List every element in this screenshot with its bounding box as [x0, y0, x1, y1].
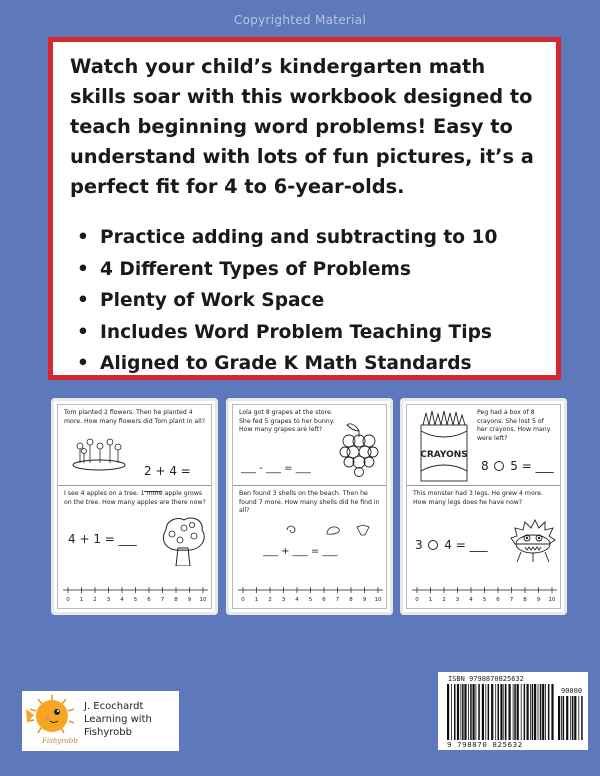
apple-tree-illustration [156, 514, 210, 566]
barcode-bar [524, 684, 526, 740]
feature-item: • 4 Different Types of Problems [70, 254, 540, 286]
feature-item: • Plenty of Work Space [70, 285, 540, 317]
barcode-bar [478, 684, 480, 740]
barcode-bar [574, 696, 576, 740]
barcode-main-bars [447, 684, 555, 740]
number-line-label: 2 [93, 597, 97, 603]
number-line-label: 3 [455, 597, 460, 603]
barcode-bar [578, 696, 579, 740]
number-line [407, 578, 562, 608]
barcode-bar [482, 684, 484, 740]
number-line-label: 0 [415, 597, 419, 603]
equation-right: 4 = ___ [444, 538, 488, 552]
number-line-label: 7 [160, 597, 165, 603]
barcode-bar [500, 684, 502, 740]
problem-text: Lola got 8 grapes at the store. She fed 5 grapes to her bunny. How many grapes are left? [239, 409, 335, 434]
barcode-bar [534, 684, 536, 740]
problem-text: I see 4 apples on a tree. 1 more apple grows on the tree. How many apples are there now? [64, 490, 206, 506]
number-line-label: 0 [241, 597, 245, 603]
barcode-bar [488, 684, 490, 740]
barcode-bar [538, 684, 539, 740]
barcode-bar [540, 684, 542, 740]
problem-text: Peg had a box of 8 crayons. She lost 5 of her crayons. How many were left? [477, 409, 551, 442]
equation: ___ - ___ = ___ [241, 463, 311, 474]
number-line-label: 1 [79, 597, 84, 603]
number-line-label: 7 [509, 597, 514, 603]
barcode-bar [514, 684, 516, 740]
number-line-label: 9 [187, 597, 192, 603]
number-line [58, 578, 213, 608]
number-line-label: 6 [496, 597, 500, 603]
problem-panel [58, 486, 211, 574]
number-line-label: 8 [174, 597, 178, 603]
problem-panel [233, 405, 386, 486]
barcode-bar [558, 696, 560, 740]
barcode-bar [470, 684, 472, 740]
barcode-bar [505, 684, 507, 740]
equation-left: 8 [481, 459, 489, 473]
isbn-label: ISBN 9798870825632 [448, 675, 524, 683]
barcode-digits: 9 798870 825632 [447, 740, 523, 749]
number-line-label: 10 [199, 597, 207, 603]
barcode-bar [532, 684, 534, 740]
number-line-label: 5 [133, 597, 138, 603]
description-text: Watch your child’s kindergarten math skills soar with this workbook designed to teach beginning word problems! Easy to understand with lots of fun pictures, it’s a perfect fit for 4 to 6-year-olds. [70, 55, 534, 198]
barcode-bar [485, 684, 486, 740]
number-line-label: 2 [442, 597, 446, 603]
equation-left: 3 [415, 538, 423, 552]
barcode-bar [513, 684, 514, 740]
copyright-watermark: Copyrighted Material [233, 13, 367, 27]
barcode-bar [503, 684, 504, 740]
barcode-bar [447, 684, 449, 740]
barcode-bar [464, 684, 466, 740]
barcode-bar [476, 684, 477, 740]
number-line-label: 4 [120, 597, 124, 603]
monster-illustration [507, 514, 559, 564]
grapes-illustration [337, 421, 381, 477]
barcode-bar [521, 684, 522, 740]
barcode-bar [548, 684, 550, 740]
number-line-label: 6 [147, 597, 151, 603]
number-line-label: 3 [281, 597, 286, 603]
problem-text: Ben found 3 shells on the beach. Then he found 7 more. How many shells did he find in all? [239, 490, 380, 515]
problem-panel [407, 405, 560, 486]
operator-circle [428, 540, 438, 550]
sample-page-2 [226, 398, 393, 615]
operator-circle [494, 461, 504, 471]
number-line-label: 1 [254, 597, 259, 603]
barcode-bar [509, 684, 511, 740]
number-line-label: 6 [322, 597, 326, 603]
problem-panel [407, 486, 560, 574]
number-line [233, 578, 388, 608]
number-line-ticks [241, 587, 382, 603]
feature-item: • Aligned to Grade K Math Standards [70, 348, 540, 380]
barcode-bar [498, 684, 500, 740]
number-line-label: 10 [374, 597, 382, 603]
problem-panel [233, 486, 386, 574]
barcode-bar [561, 696, 562, 740]
sample-page-3 [400, 398, 567, 615]
barcode-bar [468, 684, 469, 740]
feature-item: • Includes Word Problem Teaching Tips [70, 317, 540, 349]
number-line-label: 7 [335, 597, 340, 603]
barcode-bar [530, 684, 531, 740]
barcode-bar [491, 684, 493, 740]
equation [481, 459, 554, 473]
publisher-logo-box [22, 691, 179, 751]
number-line-ticks [415, 587, 556, 603]
feature-list [70, 222, 540, 380]
crayon-box-label: CRAYONS [420, 450, 468, 460]
publisher-line: J. Ecochardt [84, 701, 144, 712]
barcode-bar [451, 684, 452, 740]
number-line-label: 2 [268, 597, 272, 603]
barcode-bar [551, 684, 553, 740]
shells-illustration [283, 523, 373, 537]
number-line-label: 8 [349, 597, 353, 603]
barcode-bar [462, 684, 464, 740]
barcode-bar [461, 684, 462, 740]
number-line-ticks [66, 587, 207, 603]
barcode-bar [454, 684, 456, 740]
equation: 2 + 4 = ___ [144, 464, 191, 492]
problem-text: This monster had 3 legs. He grew 4 more. How many legs does he have now? [413, 490, 543, 506]
crayon-box-illustration [415, 409, 471, 483]
number-line-label: 0 [66, 597, 70, 603]
publisher-name [84, 700, 152, 739]
barcode-bar [581, 696, 583, 740]
flowers-illustration [70, 435, 128, 471]
logo-signature: Fishyrobb [42, 737, 78, 745]
equation: ___ + ___ = ___ [263, 546, 338, 557]
number-line-label: 9 [536, 597, 541, 603]
isbn-barcode-box [438, 672, 588, 750]
price-code: 90000 [561, 687, 583, 695]
number-line-label: 10 [548, 597, 556, 603]
publisher-line: Fishyrobb [84, 727, 132, 738]
equation-right: 5 = ___ [510, 459, 554, 473]
barcode-addon-bars [558, 696, 584, 740]
number-line-label: 4 [469, 597, 473, 603]
barcode-bar [572, 696, 574, 740]
number-line-label: 8 [523, 597, 527, 603]
equation [415, 538, 488, 552]
problem-text: Tom planted 2 flowers. Then he planted 4 more. How many flowers did Tom plant in all? [64, 409, 206, 425]
barcode-bar [545, 684, 546, 740]
problem-panel [58, 405, 211, 492]
number-line-label: 5 [482, 597, 487, 603]
number-line-label: 4 [295, 597, 299, 603]
barcode-bar [570, 696, 571, 740]
feature-item: • Practice adding and subtracting to 10 [70, 222, 540, 254]
barcode-bar [542, 684, 544, 740]
barcode-bar [527, 684, 529, 740]
number-line-label: 3 [106, 597, 111, 603]
barcode-bar [495, 684, 496, 740]
equation: 4 + 1 = ___ [68, 532, 137, 546]
barcode-bar [473, 684, 475, 740]
number-line-label: 5 [308, 597, 313, 603]
sample-page-1 [51, 398, 218, 615]
barcode-bar [563, 696, 565, 740]
number-line-label: 1 [428, 597, 433, 603]
barcode-bar [457, 684, 459, 740]
barcode-bar [566, 696, 568, 740]
pufferfish-logo-icon [24, 693, 80, 739]
description-box [48, 37, 561, 380]
number-line-label: 9 [362, 597, 367, 603]
barcode-bar [517, 684, 519, 740]
publisher-line: Learning with [84, 714, 152, 725]
